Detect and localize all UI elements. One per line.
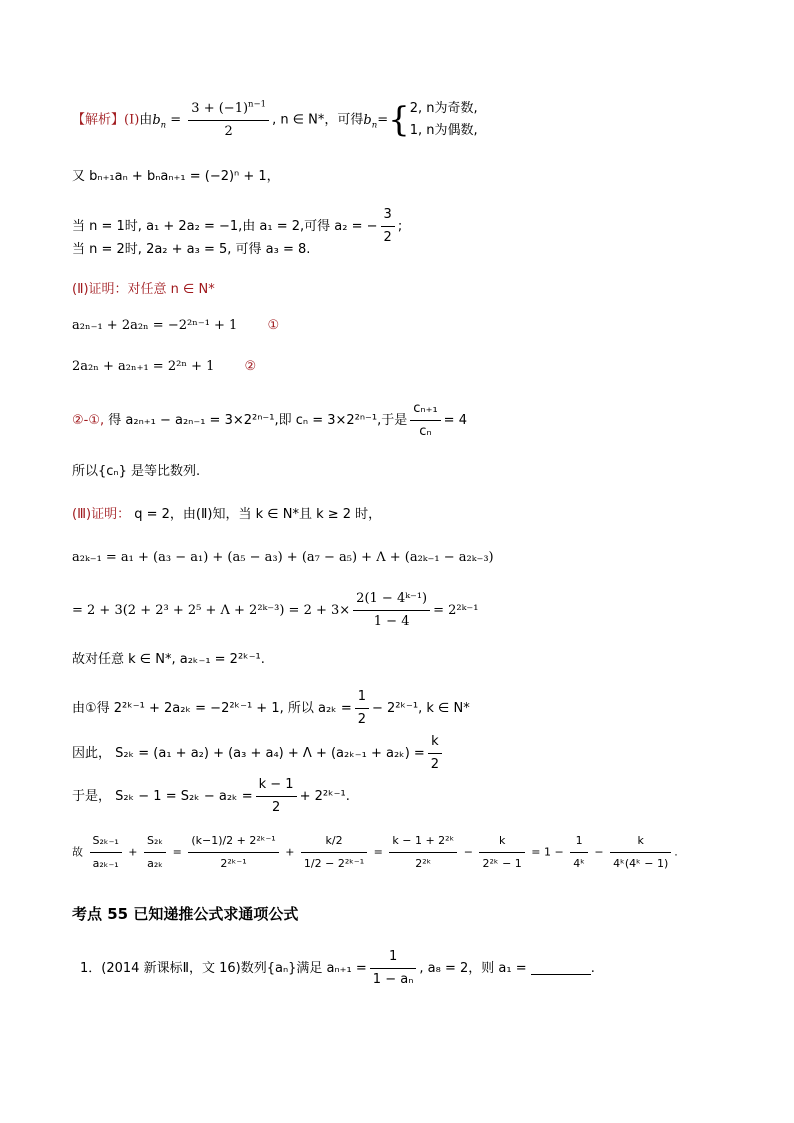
eval-text: = 2 + 3(2 + 2³ + 2⁵ + Λ + 2²ᵏ⁻³) = 2 + 3×	[72, 603, 351, 618]
sum-line: a₂ₖ₋₁ = a₁ + (a₃ − a₁) + (a₅ − a₃) + (a₇ − a₅) + Λ + (a₂ₖ₋₁ − a₂ₖ₋₃)	[72, 550, 494, 565]
then-frac-num: k − 1	[258, 777, 294, 792]
final-f4-num: k/2	[325, 834, 343, 847]
final-frac-6	[479, 832, 524, 873]
case-even: 1, n为偶数,	[409, 123, 478, 138]
part1-marker: (Ⅰ)	[124, 112, 140, 128]
final-f5-den: 2²ᵏ	[389, 852, 457, 873]
case-odd: 2, n为奇数,	[409, 101, 478, 116]
hence-frac-num: k	[431, 734, 439, 749]
final-eq-3: = 1 −	[531, 845, 564, 859]
final-end: .	[674, 845, 678, 859]
n1-frac-num: 3	[383, 207, 392, 222]
final-f3-num: (k−1)/2 + 2²ᵏ⁻¹	[191, 834, 276, 847]
ratio-tail: = 4	[443, 413, 467, 428]
ratio-den: cₙ	[410, 420, 440, 441]
part2-title	[72, 281, 215, 299]
eval-frac-num: 2(1 − 4ᵏ⁻¹)	[356, 591, 428, 606]
cases-brace: {	[388, 100, 410, 140]
bn-exponent: n−1	[248, 99, 267, 110]
problem-fraction	[370, 948, 417, 989]
eval-line	[72, 590, 478, 631]
final-f7-den: 4ᵏ	[570, 852, 588, 873]
part3-title-rest: q = 2，由(Ⅱ)知，当 k ∈ N*且 k ≥ 2 时，	[130, 507, 382, 522]
final-f1-num: S₂ₖ₋₁	[92, 834, 119, 847]
problem-number: 1．	[80, 961, 102, 976]
eq2-mark: ②	[244, 359, 257, 374]
then-tail: + 2²ᵏ⁻¹.	[299, 789, 350, 804]
final-f4-den: 1/2 − 2²ᵏ⁻¹	[301, 852, 367, 873]
final-frac-5	[389, 832, 457, 873]
final-plus: +	[128, 845, 138, 859]
final-frac-4	[301, 832, 367, 873]
final-plus-2: +	[285, 845, 295, 859]
answer-blank[interactable]	[531, 962, 591, 975]
bn-tail: , n ∈ N*，可得	[272, 112, 364, 128]
part1-text: 由	[139, 112, 153, 128]
part2-title-text: (Ⅱ)证明：对任意 n ∈ N*	[72, 282, 215, 297]
final-eq: =	[172, 845, 182, 859]
problem-source: (2014 新课标Ⅱ，文 16)	[101, 961, 241, 976]
eq2: 2a₂ₙ + a₂ₙ₊₁ = 2²ⁿ + 1	[72, 359, 215, 374]
final-minus: −	[463, 845, 473, 859]
from1-frac-den: 2	[355, 708, 369, 729]
subtract-marker: ②-①,	[72, 413, 105, 428]
problem-text-b: , a₈ = 2，则 a₁ =	[419, 961, 527, 976]
final-f1-den: a₂ₖ₋₁	[90, 852, 122, 873]
eval-frac-den: 1 − 4	[353, 610, 430, 631]
analysis-line: 【解析】(Ⅰ)由$b_n$ = $\frac{3 + (-1)^{n-1}}{2}$ , n ∈ N*，可得$b_n=${ 2, n为奇数, 1, n为偶数,	[72, 99, 478, 140]
n1-tail: ;	[397, 219, 403, 234]
final-f2-num: S₂ₖ	[147, 834, 164, 847]
n1-fraction	[381, 206, 395, 247]
part3-title	[72, 506, 381, 524]
from1-frac-num: 1	[357, 689, 367, 704]
subtract-line	[72, 400, 467, 441]
ratio-fraction	[410, 400, 440, 441]
from1-line	[72, 688, 470, 729]
final-f6-den: 2²ᵏ − 1	[479, 852, 524, 873]
problem-end: .	[590, 961, 595, 976]
final-frac-1	[90, 832, 122, 873]
final-f3-den: 2²ᵏ⁻¹	[188, 852, 278, 873]
cases-block	[410, 98, 478, 142]
eval-tail: = 2²ᵏ⁻¹	[433, 603, 479, 618]
final-f7-num: 1	[575, 834, 583, 847]
bn-denominator: 2	[188, 120, 269, 141]
then-line	[72, 776, 350, 817]
then-frac-den: 2	[256, 796, 297, 817]
final-f2-den: a₂ₖ	[144, 852, 166, 873]
eval-fraction	[353, 590, 430, 631]
problem-frac-num: 1	[388, 949, 398, 964]
bn-numerator: 3 + (−1)	[191, 100, 249, 116]
final-line	[72, 832, 678, 873]
final-f8-num: k	[637, 834, 644, 847]
then-text: 于是， S₂ₖ − 1 = S₂ₖ − a₂ₖ =	[72, 789, 253, 804]
section-heading: 考点 55 已知递推公式求通项公式	[72, 905, 299, 923]
problem-frac-den: 1 − aₙ	[370, 968, 417, 989]
final-f5-num: k − 1 + 2²ᵏ	[392, 834, 455, 847]
final-frac-3	[188, 832, 278, 873]
final-frac-8	[610, 832, 671, 873]
final-f8-den: 4ᵏ(4ᵏ − 1)	[610, 852, 671, 873]
eq1-line	[72, 317, 279, 335]
n1-text: 当 n = 1时, a₁ + 2a₂ = −1,由 a₁ = 2,可得 a₂ = −	[72, 219, 378, 234]
from1-text: 由①得 2²ᵏ⁻¹ + 2a₂ₖ = −2²ᵏ⁻¹ + 1, 所以 a₂ₖ =	[72, 701, 352, 716]
therefore-line: 故对任意 k ∈ N*, a₂ₖ₋₁ = 2²ᵏ⁻¹.	[72, 652, 265, 667]
eq1: a₂ₙ₋₁ + 2a₂ₙ = −2²ⁿ⁻¹ + 1	[72, 318, 238, 333]
problem-1	[80, 948, 595, 989]
hence-line	[72, 733, 445, 774]
n1-frac-den: 2	[381, 226, 395, 247]
bn-fraction	[188, 100, 269, 141]
eq2-line	[72, 358, 256, 376]
recurrence-line: 又 bₙ₊₁aₙ + bₙaₙ₊₁ = (−2)ⁿ + 1，	[72, 169, 280, 184]
final-f6-num: k	[498, 834, 506, 847]
part2-conclusion: 所以{cₙ} 是等比数列.	[72, 464, 201, 479]
problem-text-a: 数列{aₙ}满足 aₙ₊₁ =	[240, 961, 367, 976]
hence-text: 因此， S₂ₖ = (a₁ + a₂) + (a₃ + a₄) + Λ + (a₂ₖ₋₁ + a₂ₖ) =	[72, 746, 425, 761]
hence-frac-den: 2	[428, 753, 442, 774]
analysis-tag: 【解析】	[72, 112, 125, 128]
from1-fraction	[355, 688, 369, 729]
final-minus-2: −	[594, 845, 604, 859]
final-eq-2: =	[373, 845, 383, 859]
subtract-text: 得 a₂ₙ₊₁ − a₂ₙ₋₁ = 3×2²ⁿ⁻¹,即 cₙ = 3×2²ⁿ⁻¹,于是	[104, 413, 408, 428]
from1-tail: − 2²ᵏ⁻¹, k ∈ N*	[372, 701, 470, 716]
then-fraction	[256, 776, 297, 817]
final-frac-2	[144, 832, 166, 873]
eq1-mark: ①	[267, 318, 280, 333]
hence-fraction	[428, 733, 442, 774]
n2-line: 当 n = 2时, 2a₂ + a₃ = 5, 可得 a₃ = 8.	[72, 242, 311, 257]
final-prefix: 故	[72, 845, 83, 859]
final-frac-7	[570, 832, 588, 873]
part3-title-red: (Ⅲ)证明：	[72, 507, 131, 522]
ratio-num: cₙ₊₁	[413, 401, 438, 416]
